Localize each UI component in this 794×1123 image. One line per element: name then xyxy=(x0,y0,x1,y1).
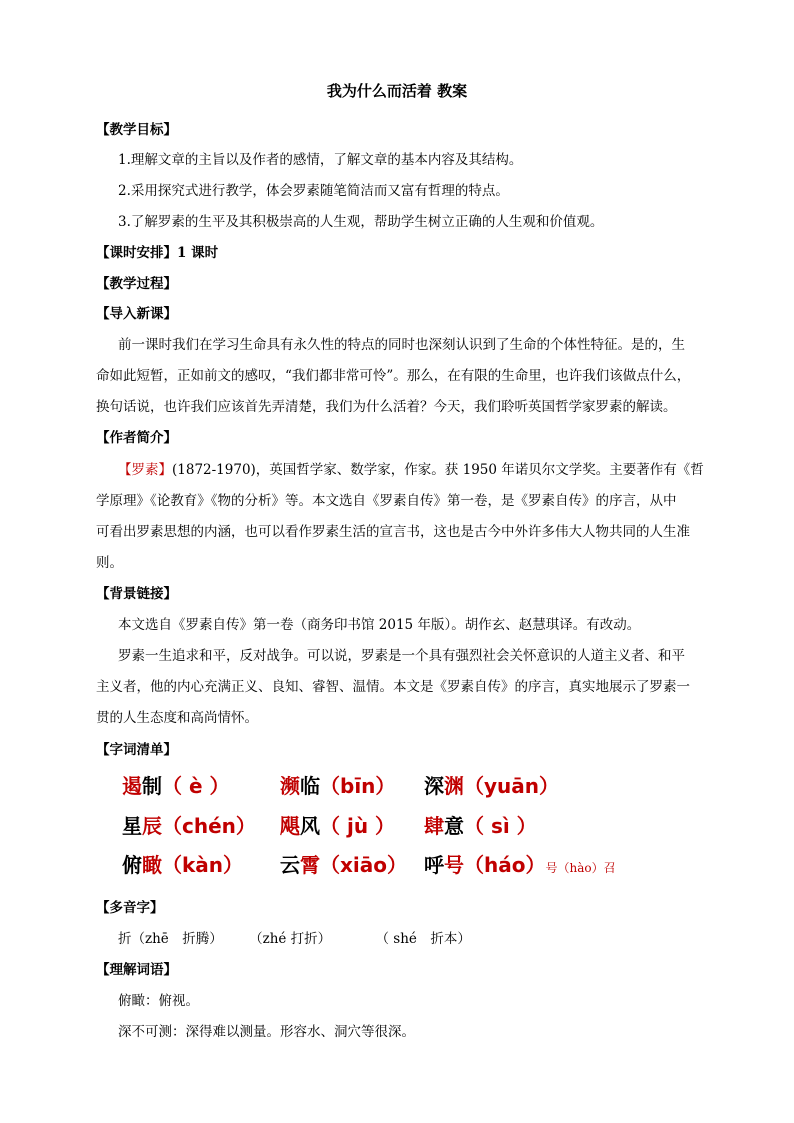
section-heading-vocab: 【字词清单】 xyxy=(96,742,177,758)
polyphone-item: （zhé 打折） xyxy=(249,931,332,947)
vocab-note: 号（hào）召 xyxy=(545,861,616,875)
vocab-word: 俯瞰（kàn） xyxy=(122,853,244,877)
meaning-item: 俯瞰：俯视。 xyxy=(118,993,199,1009)
polyphone-item: 折（zhē 折腾） xyxy=(118,931,223,947)
section-heading-goals: 【教学目标】 xyxy=(96,122,177,138)
polyphone-item: （ shé 折本） xyxy=(375,931,471,947)
section-heading-schedule: 【课时安排】1 课时 xyxy=(96,245,219,261)
goal-item: 2.采用探究式进行教学，体会罗素随笔简洁而又富有哲理的特点。 xyxy=(118,183,509,199)
author-paragraph-line: 则。 xyxy=(96,555,123,571)
background-paragraph-line: 本文选自《罗素自传》第一卷（商务印书馆 2015 年版）。胡作玄、赵慧琪译。有改动。 xyxy=(118,617,641,633)
author-paragraph-line xyxy=(118,458,738,478)
section-heading-polyphone: 【多音字】 xyxy=(96,900,164,916)
meaning-item: 深不可测：深得难以测量。形容水、洞穴等很深。 xyxy=(118,1024,415,1040)
author-paragraph-line: 学原理》《论教育》《物的分析》等。本文选自《罗素自传》第一卷，是《罗素自传》的序言，从中 xyxy=(96,493,677,509)
vocab-word: 星辰（chén） xyxy=(122,814,256,838)
vocab-word: 飓风（ jù ） xyxy=(280,814,396,838)
goal-item: 3.了解罗素的生平及其积极崇高的人生观，帮助学生树立正确的人生观和价值观。 xyxy=(118,214,604,230)
background-paragraph-line: 罗素一生追求和平，反对战争。可以说，罗素是一个具有强烈社会关怀意识的人道主义者、和平 xyxy=(118,648,685,664)
vocab-word: 深渊（yuān） xyxy=(424,774,560,798)
section-heading-background: 【背景链接】 xyxy=(96,586,177,602)
vocab-word: 濒临（bīn） xyxy=(280,774,396,798)
background-paragraph-line: 贯的人生态度和高尚情怀。 xyxy=(96,710,258,726)
polyphone-line xyxy=(118,927,738,947)
vocab-word: 云霄（xiāo） xyxy=(280,853,407,877)
section-heading-author: 【作者简介】 xyxy=(96,430,177,446)
intro-paragraph-line: 前一课时我们在学习生命具有永久性的特点的同时也深刻认识到了生命的个体性特征。是的，生 xyxy=(118,337,685,353)
author-paragraph-line: 可看出罗素思想的内涵，也可以看作罗素生活的宣言书，这也是古今中外许多伟大人物共同的人生准 xyxy=(96,524,690,540)
vocab-word: 遏制（ è ） xyxy=(122,774,230,798)
vocab-word: 肆意（ sì ） xyxy=(424,814,537,838)
goal-item: 1.理解文章的主旨以及作者的感情，了解文章的基本内容及其结构。 xyxy=(118,152,523,168)
intro-paragraph-line: 换句话说，也许我们应该首先弄清楚，我们为什么活着？今天，我们聆听英国哲学家罗素的解读。 xyxy=(96,399,677,415)
vocab-word: 呼号（háo）号（hào）召 xyxy=(424,853,616,877)
background-paragraph-line: 主义者，他的内心充满正义、良知、睿智、温情。本文是《罗素自传》的序言，真实地展示了罗素一 xyxy=(96,679,690,695)
section-heading-intro: 【导入新课】 xyxy=(96,306,177,322)
page-title: 我为什么而活着 教案 xyxy=(326,82,468,100)
intro-paragraph-line: 命如此短暂，正如前文的感叹，“我们都非常可怜”。那么，在有限的生命里，也许我们该做点什么， xyxy=(96,368,691,384)
author-name-tag: 【罗素】 xyxy=(118,462,172,478)
author-text: (1872-1970)，英国哲学家、数学家，作家。获 1950 年诺贝尔文学奖。主要著作有《哲 xyxy=(172,462,704,478)
section-heading-meaning: 【理解词语】 xyxy=(96,962,177,978)
section-heading-process: 【教学过程】 xyxy=(96,276,177,292)
